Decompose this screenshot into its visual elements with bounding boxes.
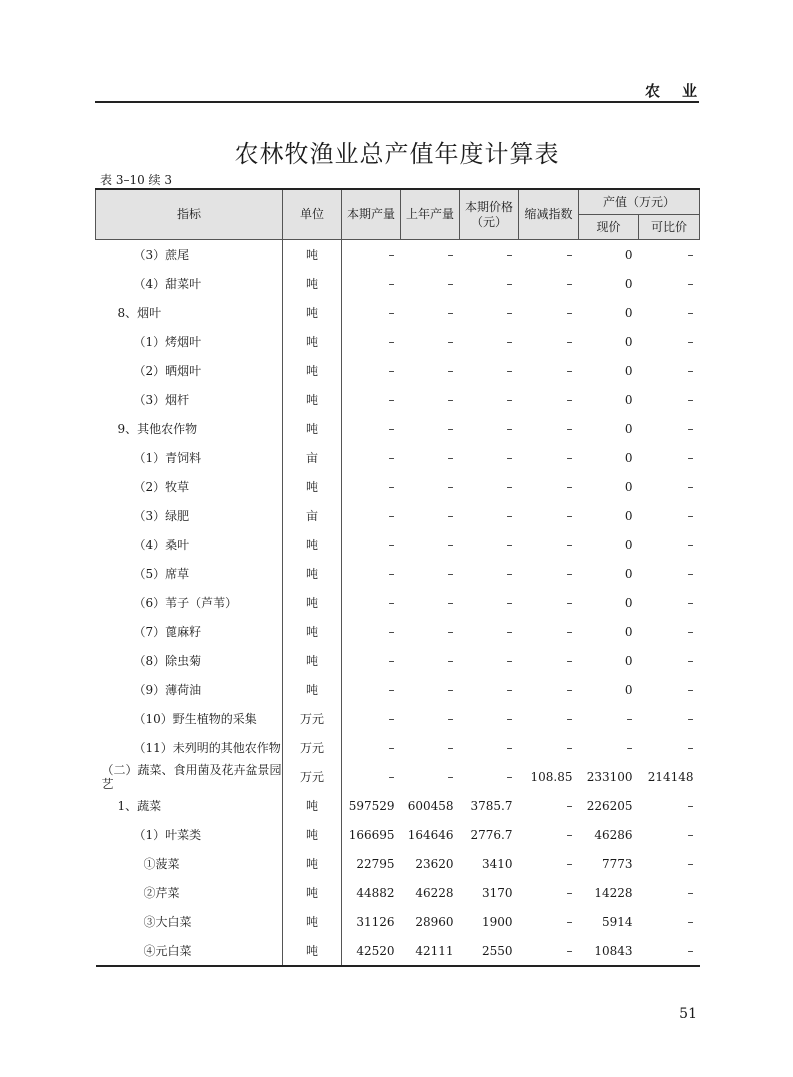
cell-unit: 万元 xyxy=(283,762,342,791)
cell-value-current: 0 xyxy=(624,682,633,697)
cell-value-current: 0 xyxy=(624,508,633,523)
cell-current-price: 3170 xyxy=(481,885,513,900)
cell-unit: 万元 xyxy=(283,733,342,762)
cell-value-comparable: – xyxy=(687,334,694,349)
table-row xyxy=(96,762,700,791)
cell-current-price: – xyxy=(506,479,513,494)
table-row xyxy=(96,530,700,559)
cell-unit: 吨 xyxy=(283,269,342,298)
cell-deflator: – xyxy=(566,276,573,291)
cell-last-year-output: – xyxy=(447,566,454,581)
cell-current-price: – xyxy=(506,566,513,581)
cell-last-year-output: – xyxy=(447,537,454,552)
table-row xyxy=(96,646,700,675)
table-row xyxy=(96,269,700,298)
cell-deflator: – xyxy=(566,334,573,349)
cell-value-comparable: – xyxy=(687,827,694,842)
cell-current-output: – xyxy=(388,479,395,494)
cell-indicator: （6）苇子（芦苇） xyxy=(96,588,283,617)
cell-indicator: 9、其他农作物 xyxy=(96,414,283,443)
cell-value-current: 0 xyxy=(624,305,633,320)
cell-value-comparable: – xyxy=(687,566,694,581)
cell-indicator: 8、烟叶 xyxy=(96,298,283,327)
table-row xyxy=(96,588,700,617)
cell-deflator: – xyxy=(566,508,573,523)
cell-value-current: 0 xyxy=(624,479,633,494)
cell-value-comparable: – xyxy=(687,624,694,639)
cell-unit: 吨 xyxy=(283,646,342,675)
cell-unit: 吨 xyxy=(283,907,342,936)
cell-current-price: – xyxy=(506,450,513,465)
cell-unit: 吨 xyxy=(283,472,342,501)
cell-current-output: – xyxy=(388,682,395,697)
cell-value-comparable: – xyxy=(687,682,694,697)
col-deflator: 缩减指数 xyxy=(519,189,579,240)
cell-indicator: （5）席草 xyxy=(96,559,283,588)
table-row xyxy=(96,559,700,588)
cell-unit: 吨 xyxy=(283,530,342,559)
cell-last-year-output: – xyxy=(447,711,454,726)
cell-last-year-output: – xyxy=(447,595,454,610)
cell-indicator: （二）蔬菜、食用菌及花卉盆景园艺 xyxy=(96,762,283,791)
cell-value-comparable: – xyxy=(687,450,694,465)
cell-value-comparable: – xyxy=(687,885,694,900)
cell-last-year-output: 23620 xyxy=(415,856,454,871)
col-current-price xyxy=(460,189,519,240)
cell-current-output: – xyxy=(388,769,395,784)
cell-indicator: （1）叶菜类 xyxy=(96,820,283,849)
cell-current-price: – xyxy=(506,682,513,697)
cell-current-price: – xyxy=(506,276,513,291)
cell-current-output: – xyxy=(388,537,395,552)
cell-current-price: – xyxy=(506,334,513,349)
cell-last-year-output: – xyxy=(447,479,454,494)
page-number: 51 xyxy=(679,1006,697,1022)
cell-last-year-output: – xyxy=(447,305,454,320)
cell-current-output: – xyxy=(388,305,395,320)
cell-value-comparable: – xyxy=(687,247,694,262)
cell-indicator: （2）晒烟叶 xyxy=(96,356,283,385)
cell-value-current: 0 xyxy=(624,450,633,465)
cell-value-current: 10843 xyxy=(594,943,633,958)
cell-last-year-output: – xyxy=(447,392,454,407)
cell-unit: 吨 xyxy=(283,617,342,646)
cell-last-year-output: – xyxy=(447,450,454,465)
col-value-current-price: 现价 xyxy=(579,215,639,240)
cell-deflator: – xyxy=(566,595,573,610)
cell-current-output: – xyxy=(388,421,395,436)
cell-unit: 吨 xyxy=(283,675,342,704)
cell-last-year-output: – xyxy=(447,276,454,291)
cell-indicator: （7）蓖麻籽 xyxy=(96,617,283,646)
cell-current-output: – xyxy=(388,566,395,581)
cell-value-current: 46286 xyxy=(594,827,633,842)
cell-value-comparable: – xyxy=(687,276,694,291)
table-row xyxy=(96,414,700,443)
cell-current-output: – xyxy=(388,276,395,291)
cell-unit: 吨 xyxy=(283,849,342,878)
table-id: 表 3–10 续 3 xyxy=(100,173,172,187)
col-indicator: 指标 xyxy=(96,189,283,240)
cell-indicator: （4）桑叶 xyxy=(96,530,283,559)
cell-value-comparable: – xyxy=(687,305,694,320)
table-row xyxy=(96,878,700,907)
cell-value-comparable: – xyxy=(687,537,694,552)
cell-last-year-output: – xyxy=(447,508,454,523)
cell-current-price: – xyxy=(506,247,513,262)
cell-unit: 吨 xyxy=(283,936,342,966)
table-row xyxy=(96,472,700,501)
output-value-table xyxy=(95,188,700,967)
cell-value-current: – xyxy=(626,740,633,755)
cell-current-price: 2550 xyxy=(481,943,513,958)
cell-current-price: – xyxy=(506,595,513,610)
cell-unit: 万元 xyxy=(283,704,342,733)
cell-current-output: 22795 xyxy=(356,856,395,871)
cell-deflator: – xyxy=(566,885,573,900)
cell-value-current: 0 xyxy=(624,247,633,262)
cell-current-output: – xyxy=(388,392,395,407)
cell-last-year-output: 600458 xyxy=(407,798,454,813)
cell-deflator: – xyxy=(566,479,573,494)
col-value-comparable-price: 可比价 xyxy=(639,215,700,240)
table-row xyxy=(96,443,700,472)
cell-current-output: – xyxy=(388,653,395,668)
cell-last-year-output: – xyxy=(447,363,454,378)
cell-current-price: – xyxy=(506,363,513,378)
cell-current-price: – xyxy=(506,624,513,639)
cell-deflator: – xyxy=(566,711,573,726)
cell-current-price: – xyxy=(506,711,513,726)
cell-value-comparable: – xyxy=(687,653,694,668)
cell-value-comparable: – xyxy=(687,595,694,610)
cell-last-year-output: – xyxy=(447,740,454,755)
cell-deflator: – xyxy=(566,653,573,668)
table-row xyxy=(96,356,700,385)
cell-current-price: – xyxy=(506,537,513,552)
cell-deflator: – xyxy=(566,827,573,842)
cell-indicator: （10）野生植物的采集 xyxy=(96,704,283,733)
cell-indicator: （1）烤烟叶 xyxy=(96,327,283,356)
cell-current-output: 166695 xyxy=(348,827,395,842)
cell-value-current: – xyxy=(626,711,633,726)
data-table-wrapper xyxy=(95,188,699,967)
cell-indicator: ②芹菜 xyxy=(96,878,283,907)
cell-deflator: – xyxy=(566,450,573,465)
table-row xyxy=(96,385,700,414)
cell-last-year-output: – xyxy=(447,421,454,436)
cell-deflator: – xyxy=(566,392,573,407)
cell-current-price: – xyxy=(506,305,513,320)
cell-value-current: 0 xyxy=(624,421,633,436)
cell-value-current: 233100 xyxy=(586,769,633,784)
cell-current-output: – xyxy=(388,508,395,523)
cell-indicator: （3）烟杆 xyxy=(96,385,283,414)
cell-current-price: 2776.7 xyxy=(470,827,513,842)
cell-current-output: – xyxy=(388,740,395,755)
cell-value-current: 0 xyxy=(624,363,633,378)
table-row xyxy=(96,820,700,849)
cell-value-comparable: – xyxy=(687,711,694,726)
cell-indicator: ④元白菜 xyxy=(96,936,283,966)
table-row xyxy=(96,501,700,530)
table-row xyxy=(96,704,700,733)
cell-last-year-output: – xyxy=(447,682,454,697)
cell-current-price: 1900 xyxy=(481,914,513,929)
cell-value-current: 0 xyxy=(624,595,633,610)
cell-last-year-output: – xyxy=(447,247,454,262)
cell-last-year-output: – xyxy=(447,334,454,349)
cell-current-price: 3410 xyxy=(481,856,513,871)
cell-value-current: 226205 xyxy=(586,798,633,813)
table-row xyxy=(96,936,700,966)
cell-value-comparable: – xyxy=(687,421,694,436)
cell-value-comparable: – xyxy=(687,798,694,813)
cell-deflator: – xyxy=(566,914,573,929)
col-output-value: 产值（万元） xyxy=(579,189,700,215)
cell-last-year-output: – xyxy=(447,624,454,639)
cell-indicator: ①菠菜 xyxy=(96,849,283,878)
cell-value-current: 0 xyxy=(624,334,633,349)
cell-unit: 亩 xyxy=(283,501,342,530)
table-row xyxy=(96,240,700,270)
table-row xyxy=(96,617,700,646)
cell-indicator: 1、蔬菜 xyxy=(96,791,283,820)
section-tag: 农业 xyxy=(644,82,719,100)
cell-current-output: 42520 xyxy=(356,943,395,958)
cell-value-comparable: – xyxy=(687,392,694,407)
cell-indicator: （8）除虫菊 xyxy=(96,646,283,675)
cell-unit: 吨 xyxy=(283,414,342,443)
cell-deflator: – xyxy=(566,856,573,871)
cell-unit: 吨 xyxy=(283,385,342,414)
cell-current-output: – xyxy=(388,624,395,639)
cell-unit: 吨 xyxy=(283,878,342,907)
cell-current-price: – xyxy=(506,392,513,407)
cell-deflator: – xyxy=(566,363,573,378)
col-price-line1: 本期价格 xyxy=(464,199,513,214)
cell-indicator: （2）牧草 xyxy=(96,472,283,501)
cell-current-output: 44882 xyxy=(356,885,395,900)
cell-indicator: （11）未列明的其他农作物 xyxy=(96,733,283,762)
cell-value-comparable: – xyxy=(687,740,694,755)
cell-last-year-output: 46228 xyxy=(415,885,454,900)
cell-value-current: 0 xyxy=(624,566,633,581)
cell-current-output: – xyxy=(388,595,395,610)
cell-value-current: 7773 xyxy=(601,856,633,871)
cell-current-price: – xyxy=(506,653,513,668)
cell-indicator: （3）蔗尾 xyxy=(96,240,283,270)
cell-deflator: – xyxy=(566,798,573,813)
table-row xyxy=(96,327,700,356)
cell-unit: 吨 xyxy=(283,820,342,849)
cell-current-price: – xyxy=(506,769,513,784)
cell-indicator: （1）青饲料 xyxy=(96,443,283,472)
cell-value-comparable: 214148 xyxy=(647,769,694,784)
cell-current-output: – xyxy=(388,711,395,726)
cell-current-output: – xyxy=(388,450,395,465)
cell-unit: 亩 xyxy=(283,443,342,472)
cell-unit: 吨 xyxy=(283,298,342,327)
col-unit: 单位 xyxy=(283,189,342,240)
cell-current-output: – xyxy=(388,363,395,378)
cell-current-output: – xyxy=(388,247,395,262)
cell-unit: 吨 xyxy=(283,588,342,617)
table-row xyxy=(96,849,700,878)
cell-last-year-output: 28960 xyxy=(415,914,454,929)
table-row xyxy=(96,791,700,820)
cell-last-year-output: 164646 xyxy=(407,827,454,842)
cell-value-comparable: – xyxy=(687,363,694,378)
cell-value-current: 14228 xyxy=(594,885,633,900)
cell-deflator: – xyxy=(566,305,573,320)
cell-current-output: – xyxy=(388,334,395,349)
header-rule xyxy=(95,101,699,103)
cell-value-comparable: – xyxy=(687,479,694,494)
cell-value-comparable: – xyxy=(687,856,694,871)
cell-unit: 吨 xyxy=(283,327,342,356)
cell-value-current: 0 xyxy=(624,537,633,552)
cell-deflator: – xyxy=(566,421,573,436)
cell-value-current: 0 xyxy=(624,392,633,407)
cell-deflator: – xyxy=(566,943,573,958)
cell-unit: 吨 xyxy=(283,791,342,820)
table-row xyxy=(96,298,700,327)
table-row xyxy=(96,733,700,762)
cell-current-price: – xyxy=(506,740,513,755)
cell-value-comparable: – xyxy=(687,508,694,523)
cell-deflator: – xyxy=(566,740,573,755)
cell-last-year-output: – xyxy=(447,769,454,784)
cell-last-year-output: 42111 xyxy=(415,943,454,958)
cell-unit: 吨 xyxy=(283,240,342,270)
cell-deflator: – xyxy=(566,537,573,552)
cell-deflator: – xyxy=(566,566,573,581)
cell-value-current: 0 xyxy=(624,624,633,639)
cell-last-year-output: – xyxy=(447,653,454,668)
cell-deflator: – xyxy=(566,682,573,697)
cell-value-current: 0 xyxy=(624,276,633,291)
col-last-year-output: 上年产量 xyxy=(401,189,460,240)
table-row xyxy=(96,675,700,704)
cell-deflator: – xyxy=(566,247,573,262)
cell-current-price: – xyxy=(506,508,513,523)
cell-value-current: 0 xyxy=(624,653,633,668)
cell-deflator: 108.85 xyxy=(530,769,573,784)
page-title: 农林牧渔业总产值年度计算表 xyxy=(234,140,560,168)
cell-value-comparable: – xyxy=(687,943,694,958)
cell-current-price: – xyxy=(506,421,513,436)
cell-indicator: （9）薄荷油 xyxy=(96,675,283,704)
cell-unit: 吨 xyxy=(283,356,342,385)
col-price-line2: （元） xyxy=(470,214,507,229)
cell-deflator: – xyxy=(566,624,573,639)
cell-current-price: 3785.7 xyxy=(470,798,513,813)
cell-value-comparable: – xyxy=(687,914,694,929)
cell-indicator: （4）甜菜叶 xyxy=(96,269,283,298)
cell-indicator: ③大白菜 xyxy=(96,907,283,936)
table-body xyxy=(96,240,700,967)
table-header xyxy=(96,189,700,240)
cell-current-output: 597529 xyxy=(348,798,395,813)
table-row xyxy=(96,907,700,936)
col-current-output: 本期产量 xyxy=(342,189,401,240)
cell-value-current: 5914 xyxy=(601,914,633,929)
cell-indicator: （3）绿肥 xyxy=(96,501,283,530)
cell-unit: 吨 xyxy=(283,559,342,588)
cell-current-output: 31126 xyxy=(356,914,395,929)
